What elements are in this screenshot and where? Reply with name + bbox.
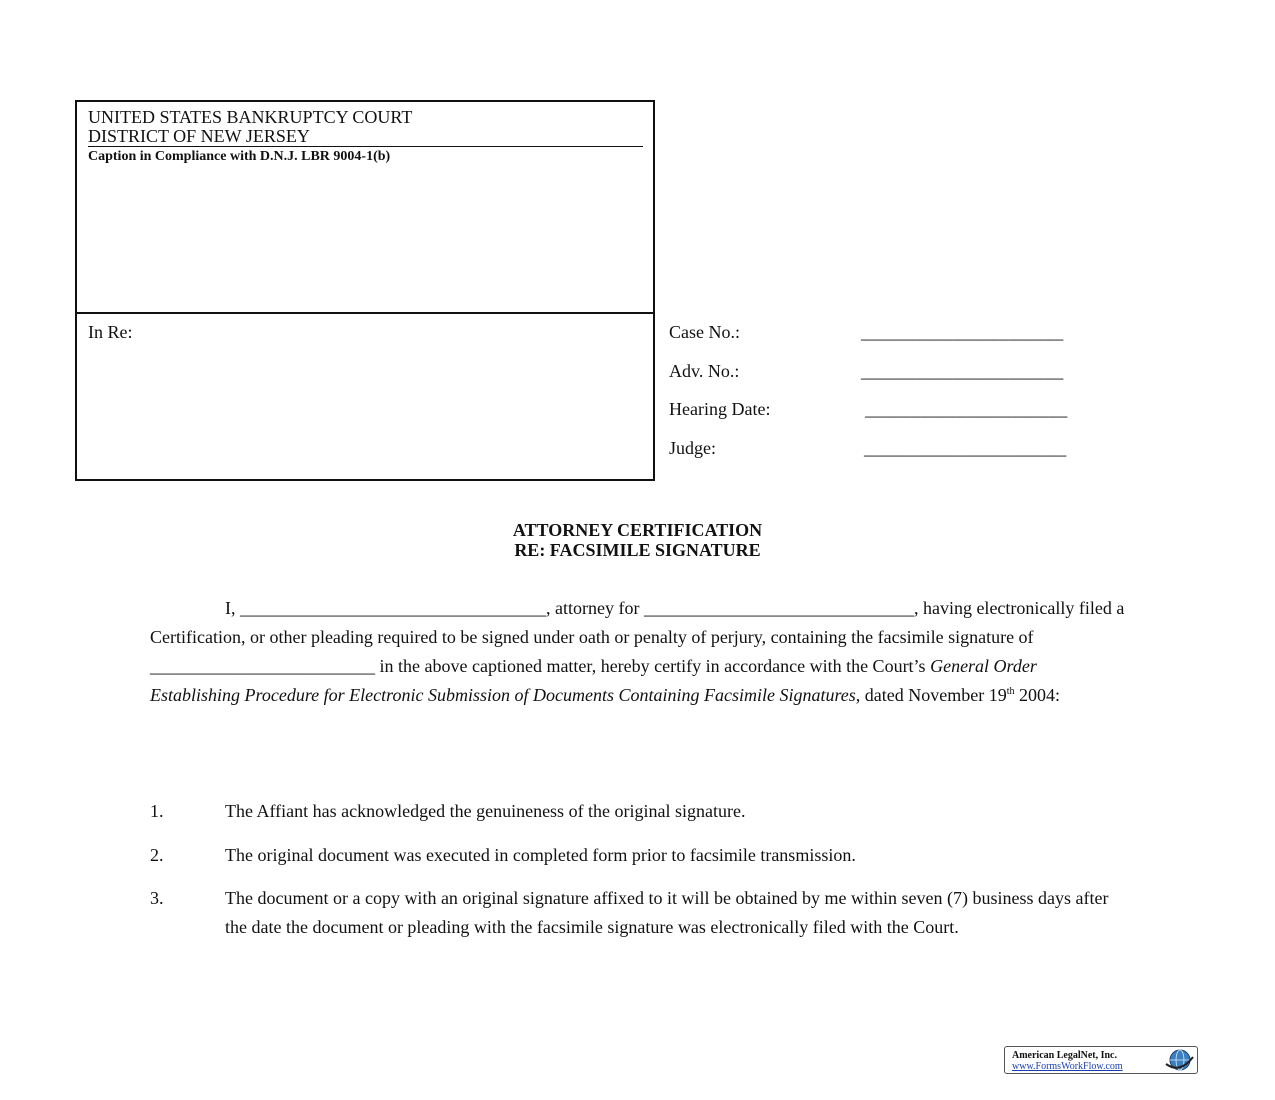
paragraph-text-1: I, __________________________________, attorney for ______________________________, having electronically filed a Certification, or other pleading required to be signed under oath or penalty of perjury, containing the facsimile signature of _________________________ in the above captioned matter, hereby certify in accordance with the Court’s — [150, 598, 1125, 676]
judge-field[interactable]: ______________________ — [864, 438, 1067, 458]
court-name: UNITED STATES BANKRUPTCY COURT — [88, 107, 413, 127]
globe-icon — [1163, 1048, 1195, 1072]
judge-label: Judge: — [669, 438, 716, 458]
document-title: ATTORNEY CERTIFICATION — [512, 520, 763, 540]
legalnet-logo[interactable] — [1004, 1046, 1198, 1074]
document-subtitle: RE: FACSIMILE SIGNATURE — [514, 540, 761, 560]
logo-company-name: American LegalNet, Inc. — [1012, 1050, 1117, 1061]
paragraph-text-3: 2004: — [1014, 685, 1061, 705]
item-number-1: 1. — [150, 801, 164, 821]
case-no-label: Case No.: — [669, 322, 740, 342]
adv-no-label: Adv. No.: — [669, 361, 740, 381]
hearing-date-field[interactable]: ______________________ — [865, 399, 1068, 419]
item-text-3: The document or a copy with an original signature affixed to it will be obtained by me within seven (7) business days after the date the document or pleading with the facsimile signature was electronically filed with the Court. — [225, 888, 1109, 937]
certification-paragraph — [150, 594, 1130, 710]
ordinal-suffix: th — [1006, 686, 1015, 697]
item-text-2: The original document was executed in completed form prior to facsimile transmission. — [225, 845, 856, 865]
general-order-title: General Order Establishing Procedure for Electronic Submission of Documents Containing Facsimile Signatures — [150, 656, 1037, 705]
hearing-date-label: Hearing Date: — [669, 399, 771, 419]
in-re-label: In Re: — [88, 322, 133, 342]
paragraph-text-2: , dated November 19 — [855, 685, 1007, 705]
in-re-box — [75, 313, 655, 481]
item-number-2: 2. — [150, 845, 164, 865]
logo-url-link[interactable]: www.FormsWorkFlow.com — [1012, 1061, 1123, 1072]
caption-rule — [88, 146, 643, 147]
district-name: DISTRICT OF NEW JERSEY — [88, 126, 310, 146]
caption-compliance: Caption in Compliance with D.N.J. LBR 9004-1(b) — [88, 149, 391, 164]
item-text-1: The Affiant has acknowledged the genuineness of the original signature. — [225, 801, 746, 821]
item-number-3: 3. — [150, 888, 164, 908]
case-no-field[interactable]: ______________________ — [861, 322, 1064, 342]
adv-no-field[interactable]: ______________________ — [861, 361, 1064, 381]
